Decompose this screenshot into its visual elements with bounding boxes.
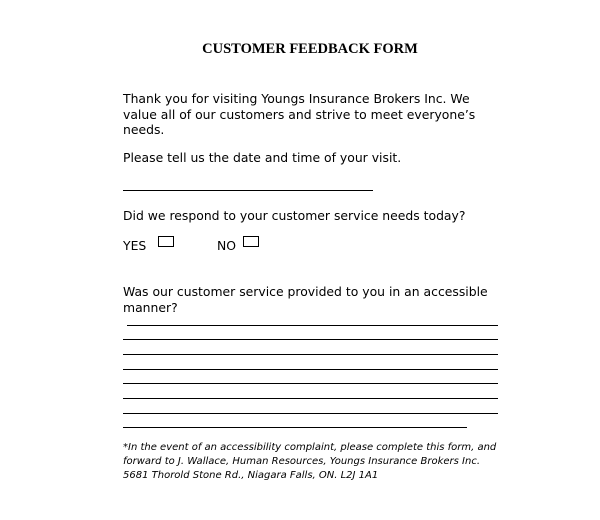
no-label: NO bbox=[217, 238, 237, 253]
yes-label: YES bbox=[123, 238, 147, 253]
answer-line[interactable] bbox=[123, 413, 498, 414]
answer-line[interactable] bbox=[123, 369, 498, 370]
question-accessible bbox=[123, 284, 488, 315]
footnote-line: 5681 Thorold Stone Rd., Niagara Falls, ON. L2J 1A1 bbox=[123, 470, 379, 481]
no-checkbox[interactable] bbox=[243, 236, 259, 247]
answer-line[interactable] bbox=[123, 427, 467, 428]
answer-line[interactable] bbox=[123, 383, 498, 384]
date-prompt: Please tell us the date and time of your visit. bbox=[123, 150, 402, 165]
answer-line[interactable] bbox=[123, 339, 498, 340]
footnote-line: *In the event of an accessibility complaint, please complete this form, and bbox=[123, 442, 497, 453]
date-time-field[interactable] bbox=[123, 190, 373, 191]
question-line: manner? bbox=[123, 299, 178, 315]
intro-line: needs. bbox=[123, 122, 165, 137]
yes-checkbox[interactable] bbox=[158, 236, 174, 247]
form-title: CUSTOMER FEEDBACK FORM bbox=[202, 41, 418, 57]
question-line: Was our customer service provided to you in an accessible bbox=[123, 284, 488, 299]
footnote bbox=[123, 441, 496, 483]
question-respond: Did we respond to your customer service needs today? bbox=[123, 208, 466, 223]
answer-line[interactable] bbox=[127, 325, 498, 326]
answer-line[interactable] bbox=[123, 354, 498, 355]
answer-line[interactable] bbox=[123, 398, 498, 399]
footnote-line: forward to J. Wallace, Human Resources, Youngs Insurance Brokers Inc. bbox=[123, 456, 480, 467]
intro-line: Thank you for visiting Youngs Insurance Brokers Inc. We bbox=[123, 91, 470, 106]
intro-text bbox=[123, 91, 475, 138]
intro-line: value all of our customers and strive to meet everyone’s bbox=[123, 106, 476, 122]
